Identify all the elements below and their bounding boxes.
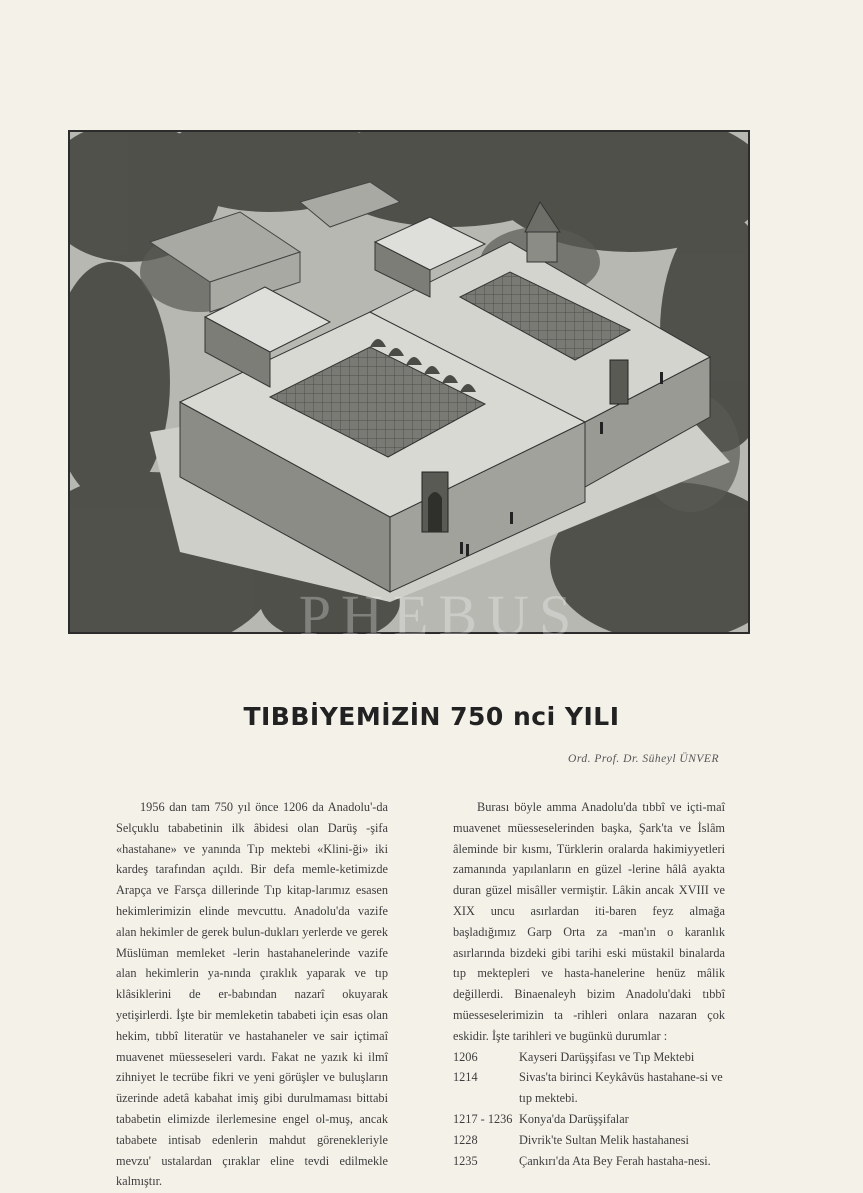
timeline-text: Sivas'ta birinci Keykâvüs hastahane-si ve tıp mektebi. bbox=[519, 1070, 723, 1106]
article-title: TIBBİYEMİZİN 750 nci YILI bbox=[243, 702, 620, 731]
timeline-row bbox=[453, 1109, 725, 1130]
timeline-text: Divrik'te Sultan Melik hastahanesi bbox=[519, 1132, 689, 1147]
phebus-watermark: PHEBUS bbox=[298, 583, 582, 648]
left-paragraph: 1956 dan tam 750 yıl önce 1206 da Anadolu'-da Selçuklu tababetinin ilk âbidesi olan Darüş -şifa «hastahane» ve yanında Tıp mektebi «Klini-ği» iki kardeş tarafından açıldı. Bir defa memle-ketimizde Arapça ve Farsça dillerinde Tıp kitap-larımız esasen hekimlerimizin elinde mevcuttu. Anadolu'da vazife alan hekimler de gerek bulun-dukları yerlerde ve gerek Müslüman memleket -lerin hastahanelerinde vazife alan hekimlerin ya-nında çıraklık yaparak ve tıp klâsiklerini de er-babından nazarî okuyarak yetişirlerdi. İşte bir memleketin tababeti için esas olan hekim, tıbbî literatür ve hastahaneler ve sair içtimaî muavenet müesseseleri vardı. Fakat ne yazık ki ilmî zihniyet le tecrübe fikri ve yeni görüşler ve buluşların üzerinde adetâ kabahat imiş gibi durulmaması bittabi tababetin elimizde ilerlemesine engel ol-muş, ancak tababete intisab edenlerin mahdut görenekleriyle mevzu' ustalardan çıraklar eline tevdi edilmekle kalmıştır. bbox=[116, 800, 388, 1189]
timeline-text: Çankırı'da Ata Bey Ferah hastaha-nesi. bbox=[519, 1153, 711, 1168]
timeline-year: 1217 - 1236 bbox=[453, 1111, 513, 1126]
hospital-timeline bbox=[453, 1047, 725, 1172]
timeline-row bbox=[453, 1047, 725, 1068]
darussifa-illustration bbox=[68, 130, 750, 634]
timeline-text: Konya'da Darüşşifalar bbox=[519, 1111, 629, 1126]
timeline-text: Kayseri Darüşşifası ve Tıp Mektebi bbox=[519, 1049, 695, 1064]
timeline-row bbox=[453, 1067, 725, 1109]
timeline-row bbox=[453, 1130, 725, 1151]
timeline-row bbox=[453, 1151, 725, 1172]
timeline-year: 1214 bbox=[453, 1070, 478, 1085]
right-paragraph: Burası böyle amma Anadolu'da tıbbî ve içti-maî muavenet müesseselerinden başka, Şark'ta ve İslâm âleminde bir kısmı, Türklerin oralarda hakimiyyetleri zamanında yapılanların en güzel -lerine hâlâ ayakta duran güzel misâller vermiştir. Lâkin ancak XVIII ve XIX uncu asırlardan iti-baren feyz almağa başladığımız Garp Orta za -man'ın o karanlık asırlarında bizdeki gibi tarihi eski müstakil binalarda tıp mektepleri ve hasta-hanelerine henüz mâlik değillerdi. Binaenaleyh bizim Anadolu'daki tıbbî müesseselerimizin ta -rihleri onlara nazaran çok eskidir. İşte tarihleri ve bugünkü durumlar : bbox=[453, 800, 725, 1043]
building-aerial-svg bbox=[70, 132, 748, 632]
timeline-year: 1206 bbox=[453, 1049, 478, 1064]
timeline-year: 1228 bbox=[453, 1132, 478, 1147]
timeline-year: 1235 bbox=[453, 1153, 478, 1168]
article-left-column bbox=[116, 797, 388, 1192]
article-author: Ord. Prof. Dr. Süheyl ÜNVER bbox=[568, 753, 719, 765]
article-right-column bbox=[453, 797, 725, 1171]
